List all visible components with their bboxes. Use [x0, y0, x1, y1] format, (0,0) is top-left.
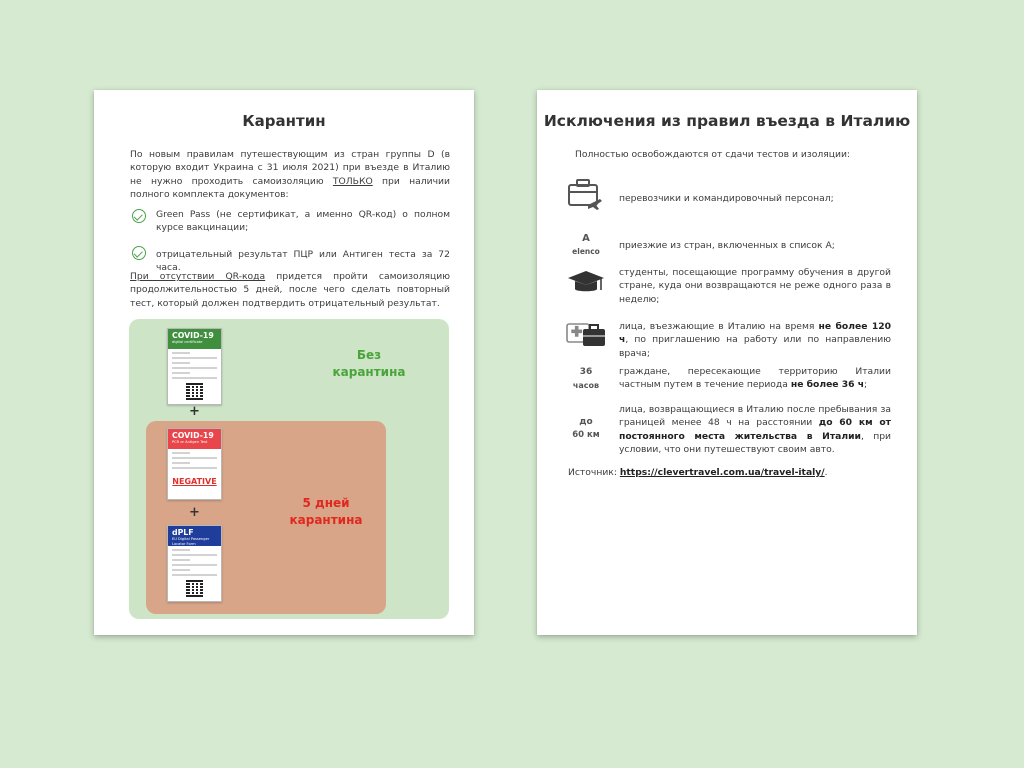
- card-header: COVID-19 PCR or Antigen Test: [168, 429, 221, 449]
- note-underlined: При отсутствии QR-кода: [130, 271, 266, 282]
- card-header: COVID-19 digital certificate: [168, 329, 221, 349]
- source-link[interactable]: https://clevertravel.com.ua/travel-italy/: [619, 467, 825, 478]
- pcr-test-card: [167, 428, 222, 500]
- exception-item: студенты, посещающие программу обучения в другой стране, куда они возвращаются не реже одного раза в неделю;: [619, 267, 891, 305]
- exception-item: приезжие из стран, включенных в список А;: [619, 240, 835, 251]
- note-paragraph: [130, 270, 450, 310]
- left-page: [94, 90, 474, 635]
- dplf-card: [167, 525, 222, 602]
- exception-item: лица, въезжающие в Италию на время не более 120 ч, по приглашению на работу или по направлению врача;: [619, 321, 892, 359]
- 60-km-icon: до 60 км: [572, 417, 600, 440]
- qr-code-icon: [186, 383, 203, 400]
- quarantine-label: 5 дней карантина: [289, 496, 363, 527]
- card-header: dPLF EU Digital Passenger Locator Form: [168, 526, 221, 546]
- intro-underlined: ТОЛЬКО: [332, 175, 373, 187]
- graduation-cap-icon: [565, 268, 607, 302]
- page-title: Исключения из правил въезда в Италию: [543, 112, 911, 130]
- right-page: [537, 90, 917, 635]
- source-line: Источник: https://clevertravel.com.ua/travel-italy/.: [568, 467, 828, 478]
- check-circle-icon: [132, 246, 146, 260]
- exception-item: граждане, пересекающие территорию Италии частным путем в течение периода не более 36 ч;: [619, 366, 891, 391]
- 36-hours-icon: 36 часов: [572, 367, 600, 390]
- no-quarantine-label: Без карантина: [332, 348, 406, 379]
- check-circle-icon: [132, 209, 146, 223]
- intro-paragraph: [130, 148, 450, 202]
- intro-text-end: при наличии полного комплекта документов:: [130, 175, 450, 201]
- medical-briefcase-icon: [565, 318, 607, 354]
- intro-text: По новым правилам путешествующим из стран группы D (в которую входит Украина с 31 июля 2021) при въезде в Италию не нужно проходить самоизоляцию: [130, 149, 450, 187]
- plus-sign: +: [189, 404, 200, 419]
- qr-code-icon: [186, 580, 203, 597]
- negative-result: NEGATIVE: [172, 477, 217, 486]
- intro-paragraph: Полностью освобождаются от сдачи тестов и изоляции:: [575, 149, 851, 160]
- exception-item: лица, возвращающиеся в Италию после пребывания за границей менее 48 ч на расстоянии до 60 км от постоянного места жительства в Италии, при условии, что они путешествуют своим авто.: [619, 404, 892, 456]
- quarantine-box: [146, 421, 386, 614]
- check-item: отрицательный результат ПЦР или Антиген теста за 72 часа.: [156, 249, 450, 274]
- note-text: придется пройти самоизоляцию продолжительностью 5 дней, после чего сделать повторный тест, который должен подтвердить отрицательный результат.: [130, 271, 450, 309]
- suitcase-plane-icon: [565, 178, 607, 216]
- check-item: Green Pass (не сертификат, а именно QR-код) о полном курсе вакцинации;: [156, 209, 450, 234]
- page-title: Карантин: [242, 112, 326, 130]
- exception-item: перевозчики и командировочный персонал;: [619, 193, 834, 204]
- plus-sign: +: [189, 505, 200, 520]
- green-pass-card: [167, 328, 222, 405]
- documents-graphic: [129, 319, 449, 619]
- elenco-a-icon: A elenco: [572, 233, 600, 256]
